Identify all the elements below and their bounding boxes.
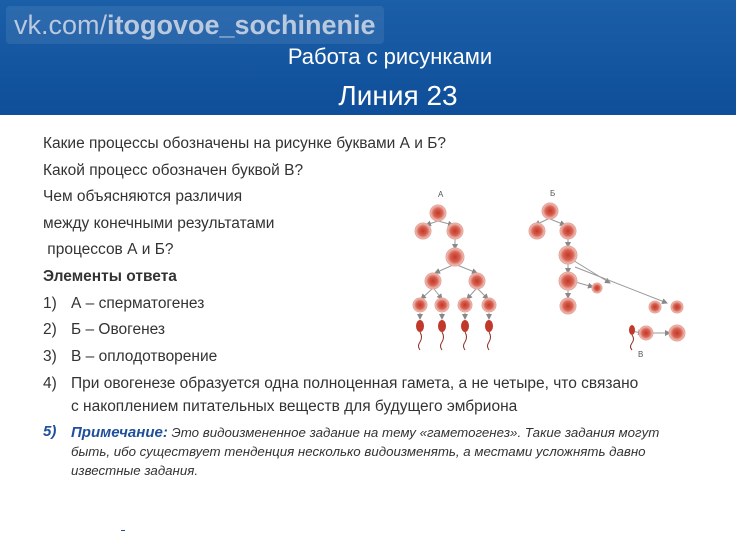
question-line: процессов А и Б? (43, 241, 174, 258)
cells-a (413, 205, 496, 312)
note-text: Это видоизмененное задание на тему «гаметогенез». Такие задания могут быть, ибо существует тенденция несколько видоизменять, а местами усложнять давно известные задания. (71, 425, 660, 478)
answer-text: А – сперматогенез (71, 295, 205, 312)
answer-text: В – оплодотворение (71, 348, 218, 365)
question-line: Какие процессы обозначены на рисунке буквами А и Б? (43, 135, 446, 152)
watermark: vk.com/itogovoe_sochinenie (6, 6, 384, 44)
label-v: В (638, 350, 644, 359)
answer-number: 1) (43, 295, 57, 312)
label-b: Б (550, 189, 556, 198)
answer-heading: Элементы ответа (43, 268, 177, 285)
header-banner (0, 0, 736, 115)
answer-number: 4) (43, 375, 57, 392)
answer-number: 3) (43, 348, 57, 365)
question-line: Какой процесс обозначен буквой В? (43, 162, 304, 179)
cells-b (529, 203, 685, 341)
label-a: А (438, 190, 444, 199)
note-number: 5) (43, 423, 57, 440)
answer-number: 2) (43, 321, 57, 338)
question-line: между конечными результатами (43, 215, 275, 232)
answer-text: Б – Овогенез (71, 321, 166, 338)
answer-text: При овогенезе образуется одна полноценная гамета, а не четыре, что связано (71, 375, 639, 392)
gametogenesis-diagram (405, 185, 705, 360)
note (71, 423, 681, 480)
answer-text: с накоплением питательных веществ для будущего эмбриона (71, 398, 518, 415)
slide-subtitle: Линия 23 (338, 80, 458, 111)
slide-title: Работа с рисунками (287, 44, 493, 69)
sperm-cells (416, 320, 493, 350)
sperm-fertilization (629, 325, 635, 350)
footer-mark (121, 530, 125, 531)
note-label: Примечание: (71, 424, 168, 441)
question-line: Чем объясняются различия (43, 188, 243, 205)
